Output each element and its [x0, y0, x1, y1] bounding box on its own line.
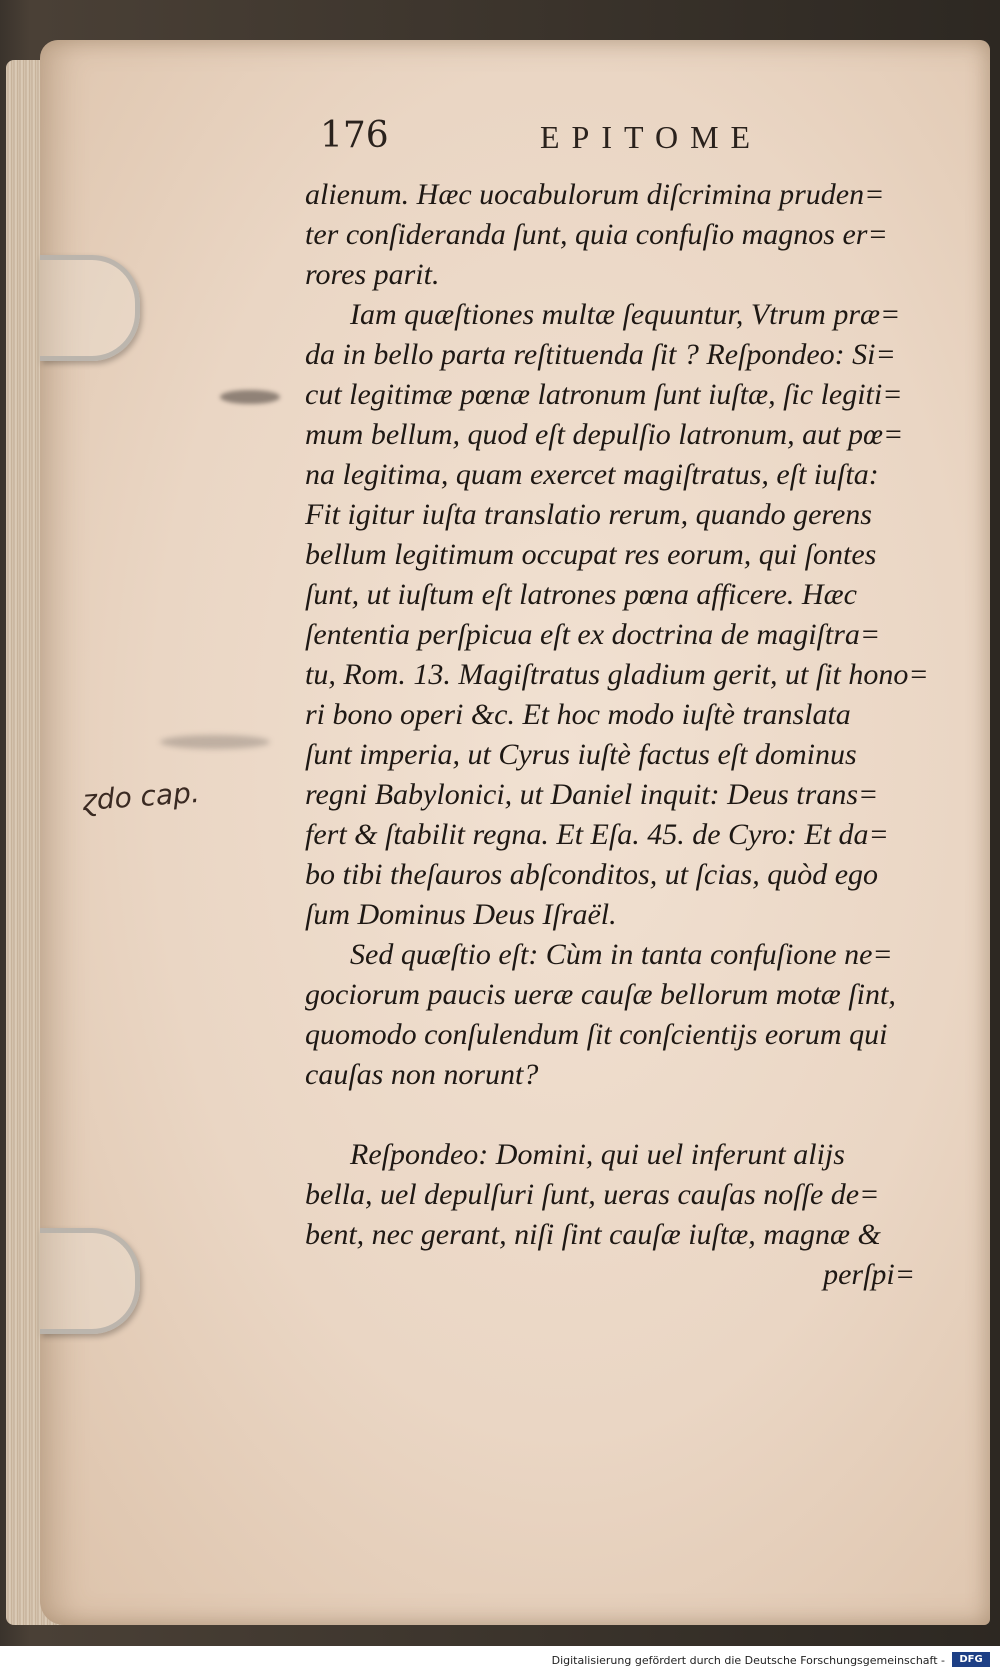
ink-smudge — [220, 390, 280, 404]
text-line: fert & ſtabilit regna. Et Eſa. 45. de Cyro: Et da= — [305, 818, 889, 851]
text-line: na legitima, quam exercet magiſtratus, eſt iuſta: — [305, 458, 879, 491]
text-line: ſum Dominus Deus Iſraël. — [305, 898, 617, 931]
text-line: Reſpondeo: Domini, qui uel inferunt alijs — [350, 1138, 845, 1171]
text-line: alienum. Hæc uocabulorum diſcrimina pruden= — [305, 178, 885, 211]
text-line: mum bellum, quod eſt depulſio latronum, aut pœ= — [305, 418, 904, 451]
text-line: bella, uel depulſuri ſunt, ueras cauſas noſſe de= — [305, 1178, 880, 1211]
digitization-credit: Digitalisierung gefördert durch die Deutsche Forschungsgemeinschaft - — [551, 1654, 945, 1667]
handwritten-marginal-note: ɀdo cap. — [80, 775, 201, 818]
dfg-logo: DFG — [952, 1652, 990, 1667]
footer-bar — [0, 1646, 1000, 1672]
text-line: cauſas non norunt? — [305, 1058, 539, 1091]
text-line: bent, nec gerant, niſi ſint cauſæ iuſtæ, magnæ & — [305, 1218, 881, 1251]
text-line: regni Babylonici, ut Daniel inquit: Deus trans= — [305, 778, 879, 811]
text-line: Fit igitur iuſta translatio rerum, quando gerens — [305, 498, 872, 531]
text-line: ſunt, ut iuſtum eſt latrones pœna afficere. Hæc — [305, 578, 857, 611]
text-line: tu, Rom. 13. Magiſtratus gladium gerit, ut ſit hono= — [305, 658, 929, 691]
faded-marginalia-smudge — [160, 735, 270, 749]
page-clip-bottom — [40, 1228, 140, 1334]
text-line: da in bello parta reſtituenda ſit ? Reſpondeo: Si= — [305, 338, 896, 371]
running-head-title: EPITOME — [540, 119, 763, 155]
text-line — [305, 1095, 915, 1135]
text-line: ri bono operi &c. Et hoc modo iuſtè translata — [305, 698, 851, 731]
text-line: bellum legitimum occupat res eorum, qui ſontes — [305, 538, 877, 571]
text-line: cut legitimæ pœnæ latronum ſunt iuſtæ, ſic legiti= — [305, 378, 903, 411]
body-text — [305, 175, 929, 1295]
text-line: bo tibi theſauros abſconditos, ut ſcias, quòd ego — [305, 858, 879, 891]
text-line: Sed quæſtio eſt: Cùm in tanta confuſione ne= — [350, 938, 893, 971]
text-line: ſunt imperia, ut Cyrus iuſtè factus eſt dominus — [305, 738, 857, 771]
running-head — [320, 115, 790, 165]
text-line: rores parit. — [305, 258, 440, 291]
page-number: 176 — [320, 115, 389, 156]
text-line: gociorum paucis ueræ cauſæ bellorum motæ ſint, — [305, 978, 896, 1011]
text-line: ſententia perſpicua eſt ex doctrina de magiſtra= — [305, 618, 881, 651]
text-line: quomodo conſulendum ſit conſcientijs eorum qui — [305, 1018, 888, 1051]
text-line: Iam quæſtiones multæ ſequuntur, Vtrum præ= — [350, 298, 901, 331]
text-line: ter conſideranda ſunt, quia confuſio magnos er= — [305, 218, 888, 251]
text-line: perſpi= — [823, 1258, 915, 1291]
page-clip-top — [40, 255, 140, 361]
